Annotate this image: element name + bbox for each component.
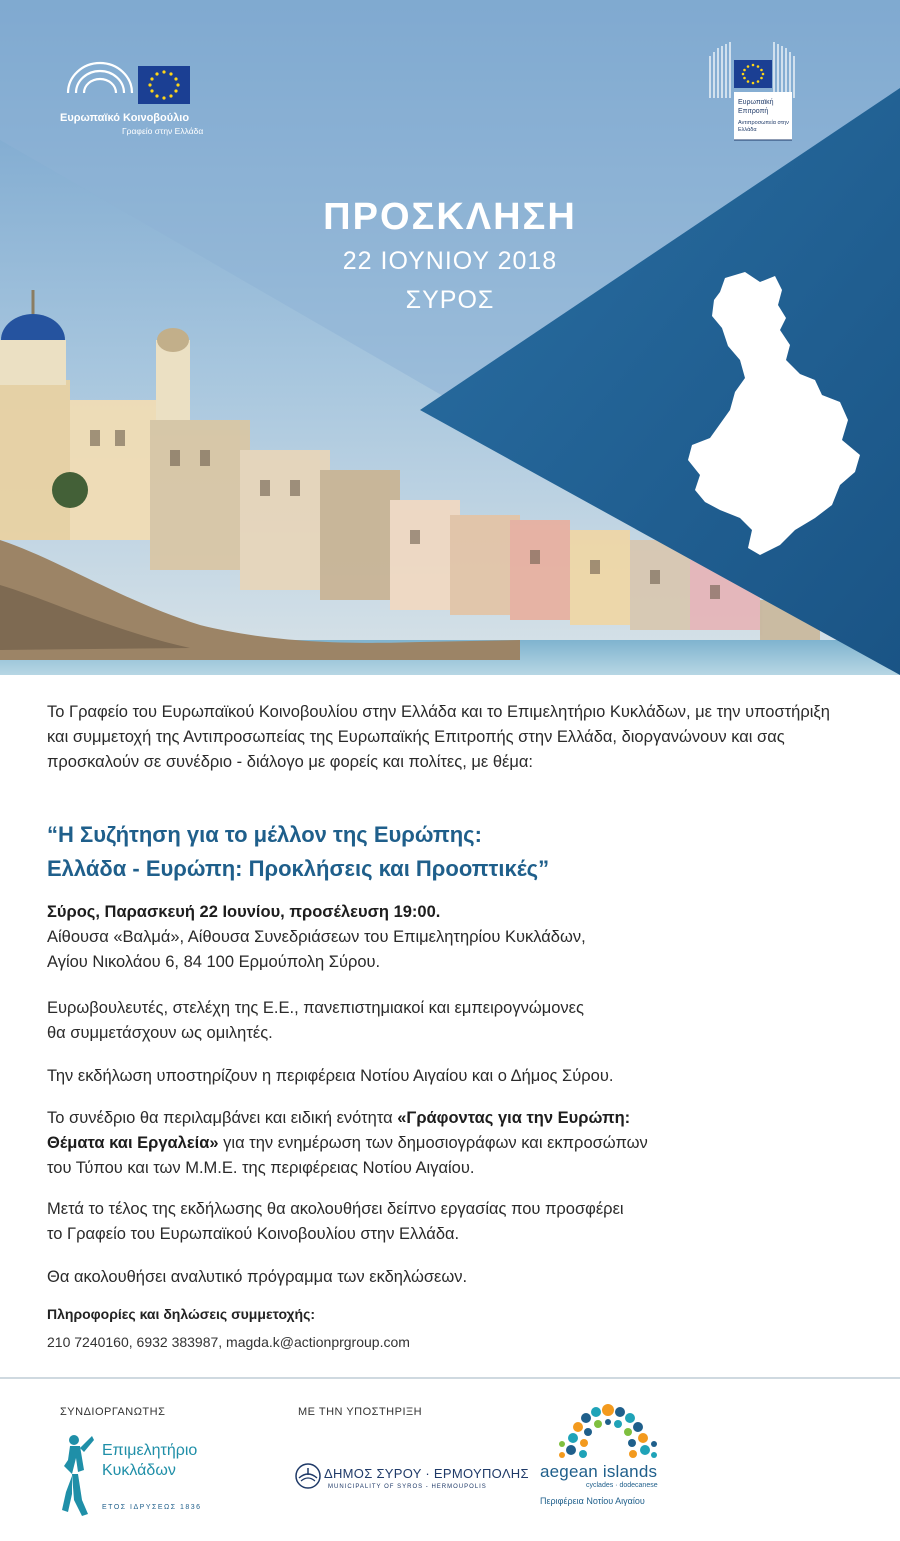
event-place: ΣΥΡΟΣ: [405, 286, 495, 314]
chamber-name-2: Κυκλάδων: [102, 1462, 176, 1479]
parliament-hemicycle-icon: [60, 38, 192, 108]
chamber-cyclades-logo: [58, 1430, 218, 1520]
ep-sub: Γραφείο στην Ελλάδα: [122, 126, 204, 136]
support-paragraph: Την εκδήλωση υποστηρίζουν η περιφέρεια Νοτίου Αιγαίου και ο Δήμος Σύρου.: [47, 1067, 614, 1085]
aegean-region: Περιφέρεια Νοτίου Αιγαίου: [540, 1496, 645, 1506]
section-line-2: [47, 1131, 847, 1156]
support-label: ΜΕ ΤΗΝ ΥΠΟΣΤΗΡΙΞΗ: [298, 1406, 423, 1418]
footer-divider: [0, 1377, 900, 1379]
aegean-name: aegean islands: [540, 1462, 658, 1481]
speakers-line-1: Ευρωβουλευτές, στελέχη της Ε.Ε., πανεπιστημιακοί και εμπειρογνώμονες: [47, 999, 584, 1017]
chamber-name-1: Επιμελητήριο: [102, 1442, 198, 1459]
municipality-name: ΔΗΜΟΣ ΣΥΡΟΥ · ΕΡΜΟΥΠΟΛΗΣ: [324, 1466, 529, 1481]
hero-banner: [0, 0, 900, 675]
european-parliament-logo: [60, 38, 210, 136]
section-bold-2: Θέματα και Εργαλεία»: [47, 1134, 219, 1152]
section-line-1: [47, 1106, 847, 1131]
aegean-islands-logo: [538, 1400, 678, 1510]
event-date: 22 ΙΟΥΝΙΟΥ 2018: [342, 247, 558, 275]
speakers-paragraph: [47, 996, 847, 1046]
section-bold-1: «Γράφοντας για την Ευρώπη:: [397, 1109, 631, 1127]
hermes-figure-icon: [58, 1430, 98, 1520]
page-title: ΠΡΟΣΚΛΗΣΗ: [323, 196, 577, 238]
municipality-emblem-icon: [294, 1462, 322, 1490]
european-commission-logo: [708, 38, 796, 142]
ec-sub: Αντιπροσωπεία στην Ελλάδα: [738, 120, 789, 133]
title-block: [0, 196, 900, 315]
event-when: Σύρος, Παρασκευή 22 Ιουνίου, προσέλευση 19:00.: [47, 903, 441, 921]
section-pre: Το συνέδριο θα περιλαμβάνει και ειδική ενότητα: [47, 1109, 398, 1127]
conference-title: [47, 818, 847, 886]
section-paragraph: [47, 1106, 847, 1181]
aegean-dots-arch-icon: [538, 1400, 678, 1462]
section-post-1: για την ενημέρωση των δημοσιογράφων και εκπροσώπων: [218, 1134, 648, 1152]
venue-line-1: Αίθουσα «Βαλμά», Αίθουσα Συνεδριάσεων του Επιμελητηρίου Κυκλάδων,: [47, 928, 586, 946]
venue-line-2: Αγίου Νικολάου 6, 84 100 Ερμούπολη Σύρου.: [47, 953, 381, 971]
speakers-line-2: θα συμμετάσχουν ως ομιλητές.: [47, 1024, 273, 1042]
section-line-3: του Τύπου και των Μ.Μ.Ε. της περιφέρειας Νοτίου Αιγαίου.: [47, 1159, 475, 1177]
intro-paragraph: Το Γραφείο του Ευρωπαϊκού Κοινοβουλίου στην Ελλάδα και το Επιμελητήριο Κυκλάδων, με την υποστήριξη και συμμετοχή της Αντιπροσωπείας της Ευρωπαϊκής Επιτροπής στην Ελλάδα, διοργανώνουν και σας προσκαλούν σε συνέδριο - διάλογο με φορείς και πολίτες, με θέμα:: [47, 703, 830, 771]
dinner-line-1: Μετά το τέλος της εκδήλωσης θα ακολουθήσει δείπνο εργασίας που προσφέρει: [47, 1200, 624, 1218]
ec-name: Ευρωπαϊκή Επιτροπή: [738, 99, 774, 115]
program-paragraph: Θα ακολουθήσει αναλυτικό πρόγραμμα των εκδηλώσεων.: [47, 1268, 468, 1286]
conference-title-line-1: “Η Συζήτηση για το μέλλον της Ευρώπης:: [47, 822, 482, 847]
co-organizer-label: ΣΥΝΔΙΟΡΓΑΝΩΤΗΣ: [60, 1406, 166, 1418]
info-contact: 210 7240160, 6932 383987, magda.k@actionprgroup.com: [47, 1334, 410, 1350]
ep-name: Ευρωπαϊκό Κοινοβούλιο: [60, 112, 190, 124]
conference-title-line-2: Ελλάδα - Ευρώπη: Προκλήσεις και Προοπτικές”: [47, 856, 550, 881]
chamber-established: ΕΤΟΣ ΙΔΡΥΣΕΩΣ 1836: [102, 1504, 202, 1511]
dinner-paragraph: [47, 1197, 847, 1247]
dinner-line-2: το Γραφείο του Ευρωπαϊκού Κοινοβουλίου στην Ελλάδα.: [47, 1225, 460, 1243]
municipality-sub: MUNICIPALITY OF SYROS - HERMOUPOLIS: [328, 1484, 487, 1490]
event-details: [47, 900, 847, 975]
municipality-syros-logo: [294, 1458, 529, 1498]
aegean-sub: cyclades · dodecanese: [586, 1482, 658, 1489]
info-heading: Πληροφορίες και δηλώσεις συμμετοχής:: [47, 1306, 316, 1322]
